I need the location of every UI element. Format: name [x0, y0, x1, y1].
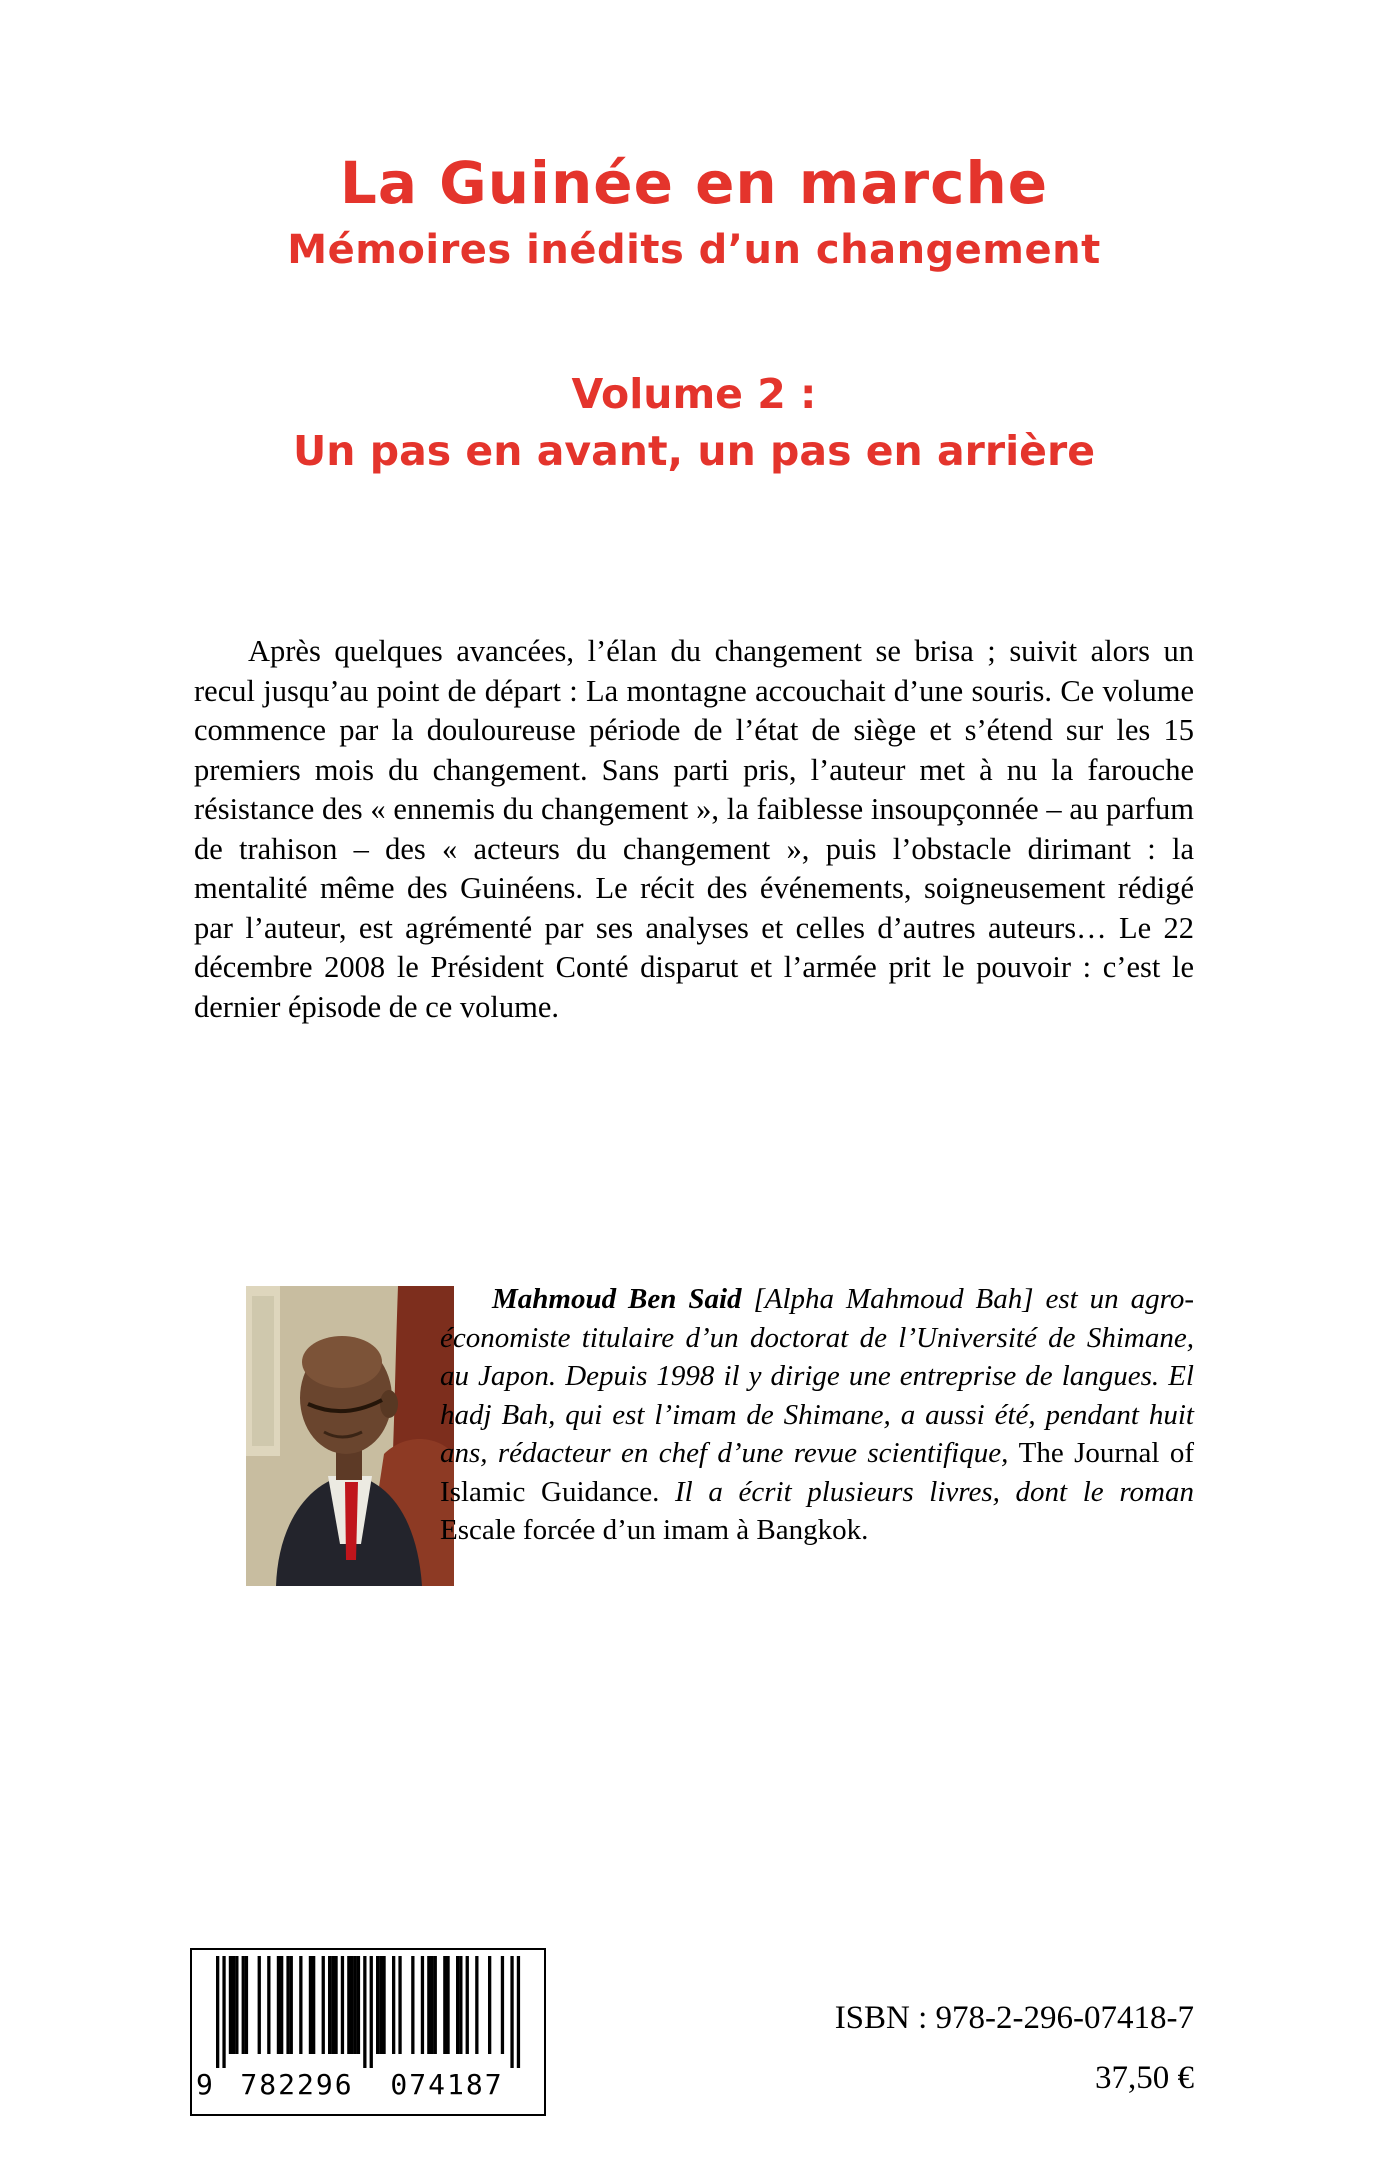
bio-novel-title: Escale forcée d’un imam à Bangkok.: [440, 1514, 869, 1546]
book-subtitle: Mémoires inédits d’un changement: [287, 226, 1101, 273]
bio-text-italic-2: Il a écrit plusieurs livres, dont le roman: [675, 1475, 1194, 1508]
price-text: 37,50 €: [1095, 2060, 1194, 2096]
author-bio-block: [194, 1280, 1194, 1596]
volume-title: Un pas en avant, un pas en arrière: [292, 427, 1096, 476]
author-name: Mahmoud Ben Said: [492, 1283, 742, 1315]
book-title: La Guinée en marche: [339, 149, 1049, 217]
barcode-digit-system: 9: [196, 2068, 215, 2101]
header-block: [194, 150, 1194, 273]
author-photo: [194, 1286, 402, 1586]
volume-number: Volume 2 :: [571, 370, 817, 418]
barcode-digits-left: 782296: [240, 2068, 354, 2101]
bio-text-italic-1: [Alpha Mahmoud Bah] est un agro-économiste titulaire d’un doctorat de l’Université de Shimane, au Japon. Depuis 1998 il y dirige une entreprise de langues. El hadj Bah, qui est l’imam de Shimane, a aussi été, pendant huit ans, rédacteur en chef d’une revue scientifique,: [440, 1283, 1194, 1469]
author-portrait-illustration: [246, 1286, 454, 1586]
barcode-digits-right: 074187: [390, 2068, 504, 2101]
isbn-text: ISBN : 978-2-296-07418-7: [834, 2000, 1194, 2036]
bio-journal-title: The Journal of Islamic Guidance.: [440, 1437, 1194, 1508]
synopsis-paragraph: Après quelques avancées, l’élan du changement se brisa ; suivit alors un recul jusqu’au point de départ : La montagne accouchait d’une souris. Ce volume commence par la douloureuse période de l’état de siège et s’étend sur les 15 premiers mois du changement. Sans parti pris, l’auteur met à nu la farouche résistance des « ennemis du changement », la faiblesse insoupçonnée – au parfum de trahison – des « acteurs du changement », puis l’obstacle dirimant : la mentalité même des Guinéens. Le récit des événements, soigneusement rédigé par l’auteur, est agrémenté par ses analyses et celles d’autres auteurs… Le 22 décembre 2008 le Président Conté disparut et l’armée prit le pouvoir : c’est le dernier épisode de ce volume.: [194, 634, 1194, 1024]
volume-block: [194, 366, 1194, 481]
